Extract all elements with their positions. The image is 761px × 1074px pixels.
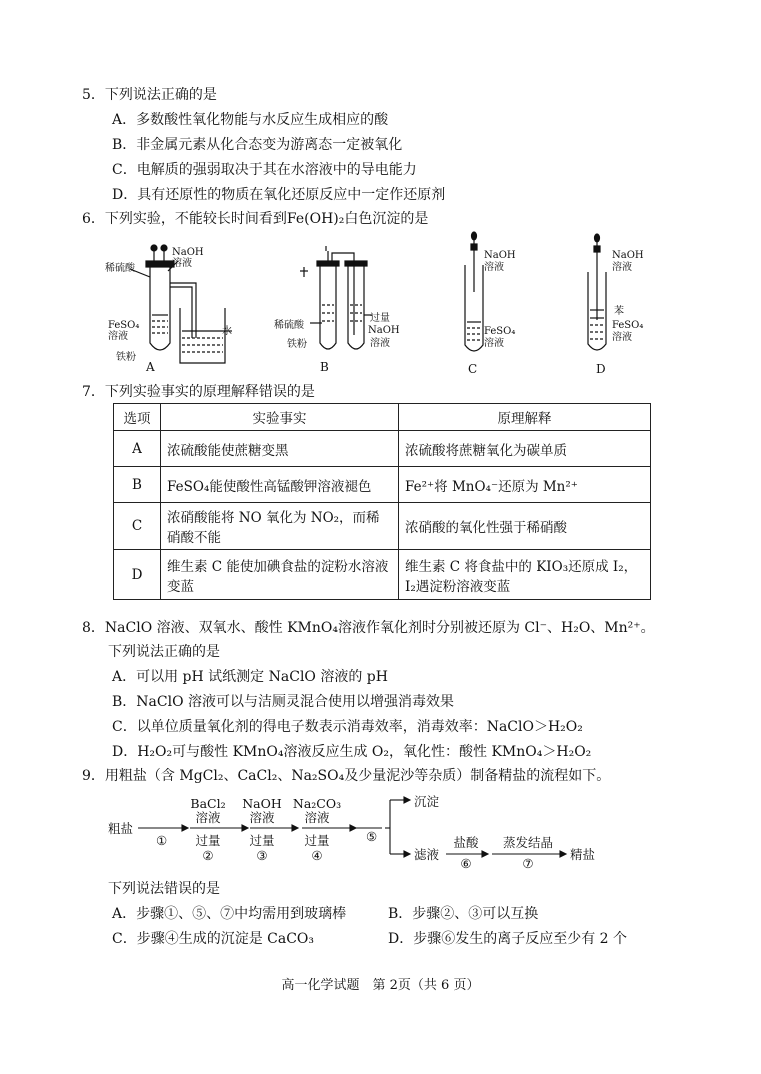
fig-c-caption: C xyxy=(468,362,478,376)
fig-c-feso4-solution: 溶液 xyxy=(484,338,504,349)
row-fact: 浓硫酸能使蔗糖变黑 xyxy=(161,431,399,467)
fig-a-iron-powder: 铁粉 xyxy=(116,352,136,363)
q5-option-a: A．多数酸性氧化物能与水反应生成相应的酸 xyxy=(112,112,389,128)
fig-a-naoh: NaOH xyxy=(172,247,204,258)
q8-option-d: D．H₂O₂可与酸性 KMnO₄溶液反应生成 O₂，氧化性：酸性 KMnO₄＞H₂O₂ xyxy=(112,744,592,760)
table-header-row xyxy=(114,404,651,431)
row-fact: FeSO₄能使酸性高锰酸钾溶液褪色 xyxy=(161,467,399,503)
q7-table xyxy=(113,403,651,600)
q9-option-c: C．步骤④生成的沉淀是 CaCO₃ xyxy=(112,931,315,947)
fig-d-feso4: FeSO₄ xyxy=(612,320,644,331)
row-fact: 维生素 C 能使加碘食盐的淀粉水溶液变蓝 xyxy=(161,550,399,600)
q8-option-c: C．以单位质量氧化剂的得电子数表示消毒效率，消毒效率：NaClO＞H₂O₂ xyxy=(112,719,583,735)
flow-step-2: ② xyxy=(202,848,214,863)
flow-step-5: ⑤ xyxy=(366,829,378,844)
flow-evaporate: 蒸发结晶 xyxy=(502,835,553,850)
q8-option-a: A．可以用 pH 试纸测定 NaClO 溶液的 pH xyxy=(112,669,388,685)
page-footer: 高一化学试题 第 2页（共 6 页） xyxy=(281,978,480,993)
fig-a-caption: A xyxy=(146,360,155,374)
table-row xyxy=(114,550,651,600)
row-option: B xyxy=(114,467,161,503)
flow-naoh-excess: 过量 xyxy=(249,833,275,848)
fig-d-naoh: NaOH xyxy=(612,250,644,261)
q8-stem-2: 下列说法正确的是 xyxy=(108,644,220,660)
table-row xyxy=(114,467,651,503)
flow-na2co3-solution: 溶液 xyxy=(304,810,330,825)
q5-option-b: B．非金属元素从化合态变为游离态一定被氧化 xyxy=(112,137,403,153)
q9-option-a: A．步骤①、⑤、⑦中均需用到玻璃棒 xyxy=(112,906,347,922)
flow-bacl2-excess: 过量 xyxy=(195,833,221,848)
flow-na2co3: Na₂CO₃ xyxy=(292,796,342,811)
flow-na2co3-excess: 过量 xyxy=(304,833,330,848)
fig-c-naoh: NaOH xyxy=(484,250,516,261)
flow-step-1: ① xyxy=(156,833,168,848)
fig-b-caption: B xyxy=(320,360,329,374)
q8-option-b: B．NaClO 溶液可以与洁厕灵混合使用以增强消毒效果 xyxy=(112,694,455,710)
row-reason: 浓硝酸的氧化性强于稀硝酸 xyxy=(399,503,651,550)
table-row xyxy=(114,431,651,467)
q5-option-c: C．电解质的强弱取决于其在水溶液中的导电能力 xyxy=(112,162,417,178)
fig-b-naoh-solution: 溶液 xyxy=(370,338,390,349)
q5-stem: 5．下列说法正确的是 xyxy=(82,87,217,103)
flow-naoh-solution: 溶液 xyxy=(249,810,275,825)
flow-arrows xyxy=(100,788,620,868)
header-option: 选项 xyxy=(114,404,161,431)
fig-a-feso4: FeSO₄ xyxy=(108,320,140,331)
row-option: D xyxy=(114,550,161,600)
fig-d-benzene: 苯 xyxy=(614,306,624,317)
q8-stem: 8．NaClO 溶液、双氧水、酸性 KMnO₄溶液作氧化剂时分别被还原为 Cl⁻、H₂O、Mn²⁺。 xyxy=(82,620,655,636)
fig-b-excess: 过量 xyxy=(370,313,390,324)
fig-c-naoh-solution: 溶液 xyxy=(484,262,504,273)
fig-c-feso4: FeSO₄ xyxy=(484,326,516,337)
header-reason: 原理解释 xyxy=(399,404,651,431)
q6-stem: 6．下列实验，不能较长时间看到Fe(OH)₂白色沉淀的是 xyxy=(82,211,429,227)
q9-stem-2: 下列说法错误的是 xyxy=(108,881,220,897)
header-fact: 实验事实 xyxy=(161,404,399,431)
apparatus-a xyxy=(100,243,240,368)
fig-d-feso4-solution: 溶液 xyxy=(612,332,632,343)
flow-bacl2: BaCl₂ xyxy=(190,796,226,811)
flow-step-7: ⑦ xyxy=(522,856,534,871)
fig-b-iron-powder: 铁粉 xyxy=(287,339,307,350)
row-option: C xyxy=(114,503,161,550)
flow-bacl2-solution: 溶液 xyxy=(195,810,221,825)
flow-step-4: ④ xyxy=(311,848,323,863)
q5-option-d: D．具有还原性的物质在氧化还原反应中一定作还原剂 xyxy=(112,187,446,203)
flow-naoh: NaOH xyxy=(242,796,282,811)
flow-refined-salt: 精盐 xyxy=(570,847,596,862)
fig-a-feso4-solution: 溶液 xyxy=(108,331,128,342)
row-option: A xyxy=(114,431,161,467)
row-reason: Fe²⁺将 MnO₄⁻还原为 Mn²⁺ xyxy=(399,467,651,503)
fig-d-caption: D xyxy=(596,362,606,376)
q9-stem: 9．用粗盐（含 MgCl₂、CaCl₂、Na₂SO₄及少量泥沙等杂质）制备精盐的流程如下。 xyxy=(82,768,611,784)
flow-step-3: ③ xyxy=(256,848,268,863)
flow-crude-salt: 粗盐 xyxy=(108,821,134,836)
fig-a-dilute-acid: 稀硫酸 xyxy=(105,263,135,274)
row-reason: 浓硫酸将蔗糖氧化为碳单质 xyxy=(399,431,651,467)
table-row xyxy=(114,503,651,550)
q9-option-b: B．步骤②、③可以互换 xyxy=(388,906,539,922)
flow-hcl: 盐酸 xyxy=(453,835,479,850)
fig-a-naoh-solution: 溶液 xyxy=(172,258,192,269)
q7-stem: 7．下列实验事实的原理解释错误的是 xyxy=(82,384,315,400)
fig-b-naoh: NaOH xyxy=(368,325,400,336)
flow-precipitate: 沉淀 xyxy=(414,794,440,809)
flow-step-6: ⑥ xyxy=(460,856,472,871)
fig-b-dilute-acid: 稀硫酸 xyxy=(274,320,304,331)
row-fact: 浓硝酸能将 NO 氧化为 NO₂，而稀硝酸不能 xyxy=(161,503,399,550)
q9-option-d: D．步骤⑥发生的离子反应至少有 2 个 xyxy=(388,931,628,947)
row-reason: 维生素 C 将食盐中的 KIO₃还原成 I₂，I₂遇淀粉溶液变蓝 xyxy=(399,550,651,600)
fig-d-naoh-solution: 溶液 xyxy=(612,262,632,273)
flow-filtrate: 滤液 xyxy=(414,847,440,862)
fig-a-water: 水 xyxy=(222,326,232,337)
